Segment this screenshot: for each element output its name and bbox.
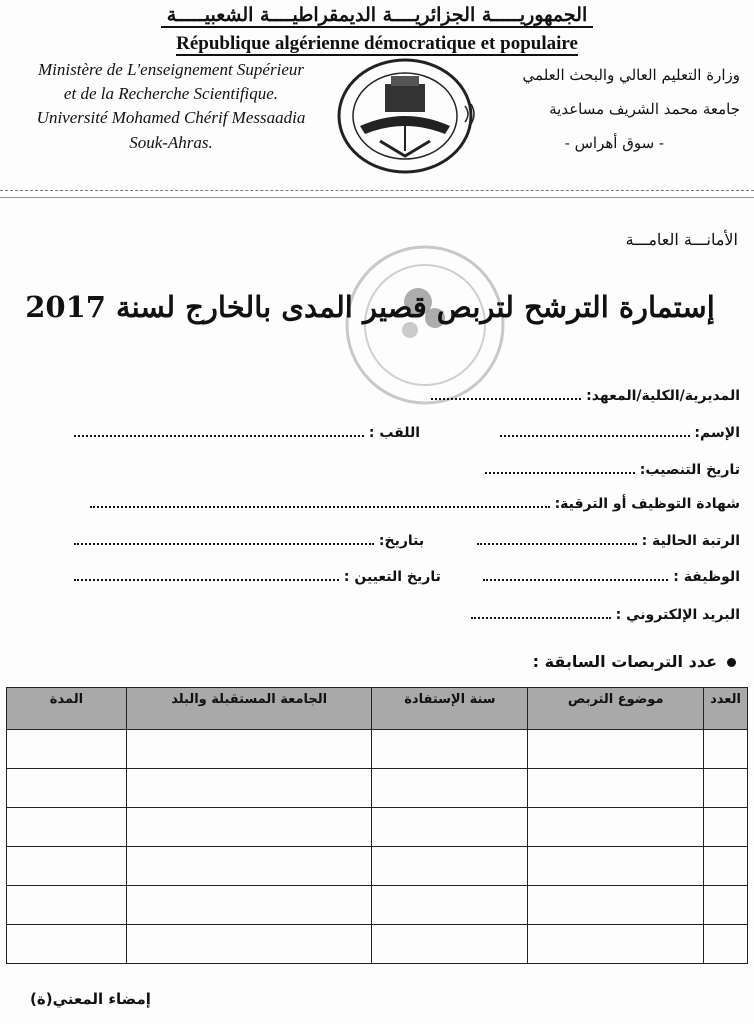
university-logo-icon	[335, 56, 485, 176]
table-row	[7, 886, 748, 925]
table-cell[interactable]	[372, 769, 528, 808]
ministry-fr-line-2: et de la Recherche Scientifique.	[63, 84, 279, 103]
appointment-date-field	[485, 460, 740, 478]
general-secretariat-label: الأمانـــة العامـــة	[625, 230, 738, 249]
current-rank-field	[477, 531, 740, 549]
current-rank-input-line[interactable]	[477, 531, 637, 545]
table-cell[interactable]	[372, 847, 528, 886]
table-cell[interactable]	[126, 808, 372, 847]
certificate-input-line[interactable]	[90, 494, 550, 508]
table-cell[interactable]	[372, 808, 528, 847]
table-row	[7, 730, 748, 769]
table-cell[interactable]	[372, 730, 528, 769]
ministry-fr-line-4: Souk-Ahras.	[129, 133, 213, 152]
column-header-topic: موضوع التربص	[528, 688, 704, 730]
signature-label: إمضاء المعني(ة)	[30, 990, 151, 1008]
column-header-duration: المدة	[7, 688, 127, 730]
function-label: الوظيفة :	[673, 569, 740, 585]
email-field	[471, 605, 740, 623]
table-cell[interactable]	[704, 847, 748, 886]
table-cell[interactable]	[704, 925, 748, 964]
name-field	[500, 423, 740, 441]
table-cell[interactable]	[7, 769, 127, 808]
table-cell[interactable]	[372, 925, 528, 964]
previous-internships-heading	[533, 652, 736, 671]
table-cell[interactable]	[126, 925, 372, 964]
bullet-icon	[727, 658, 736, 667]
certificate-field	[90, 494, 740, 512]
republic-title-arabic-text: الجمهوريـــــة الجزائريــــة الديمقراطيــــة الشعبيـــــة	[161, 4, 594, 28]
table-cell[interactable]	[7, 808, 127, 847]
table-cell[interactable]	[528, 730, 704, 769]
nomination-date-input-line[interactable]	[74, 567, 339, 581]
email-label: البريد الإلكتروني :	[615, 607, 740, 623]
table-cell[interactable]	[704, 808, 748, 847]
table-cell[interactable]	[126, 886, 372, 925]
table-cell[interactable]	[7, 730, 127, 769]
header-divider	[0, 197, 754, 198]
table-cell[interactable]	[372, 886, 528, 925]
rank-date-input-line[interactable]	[74, 531, 374, 545]
previous-internships-table	[6, 687, 748, 964]
ministry-fr-line-1: Ministère de L'enseignement Supérieur	[38, 60, 304, 79]
function-input-line[interactable]	[483, 567, 668, 581]
table-cell[interactable]	[704, 730, 748, 769]
table-cell[interactable]	[528, 925, 704, 964]
name-label: الإسم:	[694, 425, 740, 441]
table-cell[interactable]	[704, 769, 748, 808]
column-header-year: سنة الإستفادة	[372, 688, 528, 730]
table-header-row	[7, 688, 748, 730]
function-field	[483, 567, 740, 585]
table-cell[interactable]	[7, 847, 127, 886]
table-cell[interactable]	[126, 847, 372, 886]
email-input-line[interactable]	[471, 605, 611, 619]
rank-date-label: بتاريخ:	[378, 533, 425, 549]
certificate-label: شهادة التوظيف أو الترقية:	[554, 496, 740, 512]
republic-title-arabic	[0, 4, 754, 26]
column-header-number: العدد	[704, 688, 748, 730]
republic-title-french	[0, 33, 754, 55]
table-cell[interactable]	[126, 730, 372, 769]
nomination-date-field	[74, 567, 441, 585]
table-cell[interactable]	[528, 808, 704, 847]
header-divider-dashed	[0, 190, 754, 191]
table-cell[interactable]	[528, 886, 704, 925]
table-cell[interactable]	[528, 769, 704, 808]
appointment-date-input-line[interactable]	[485, 460, 635, 474]
ministry-ar-line-2: جامعة محمد الشريف مساعدية	[549, 100, 740, 118]
column-header-host-university: الجامعة المستقبلة والبلد	[126, 688, 372, 730]
rank-date-field	[74, 531, 424, 549]
current-rank-label: الرتبة الحالية :	[641, 533, 740, 549]
table-row	[7, 769, 748, 808]
table-cell[interactable]	[528, 847, 704, 886]
nomination-date-label: تاريخ التعيين :	[343, 569, 441, 585]
table-cell[interactable]	[7, 925, 127, 964]
ministry-ar-line-3: - سوق أهراس -	[564, 134, 664, 152]
table-row	[7, 808, 748, 847]
name-input-line[interactable]	[500, 423, 690, 437]
table-row	[7, 847, 748, 886]
surname-field	[74, 423, 420, 441]
directorate-label: المديرية/الكلية/المعهد:	[586, 388, 740, 404]
table-cell[interactable]	[7, 886, 127, 925]
table-row	[7, 925, 748, 964]
table-cell[interactable]	[126, 769, 372, 808]
official-stamp-icon	[340, 240, 510, 410]
appointment-date-label: تاريخ التنصيب:	[639, 462, 740, 478]
table-cell[interactable]	[704, 886, 748, 925]
form-title: إستمارة الترشح لتربص قصير المدى بالخارج لسنة 2017	[25, 290, 715, 324]
ministry-ar-line-1: وزارة التعليم العالي والبحث العلمي	[522, 66, 740, 84]
surname-input-line[interactable]	[74, 423, 364, 437]
directorate-field	[431, 386, 740, 404]
ministry-fr-line-3: Université Mohamed Chérif Messaadia	[36, 108, 306, 127]
previous-internships-heading-text: عدد التربصات السابقة :	[532, 652, 717, 671]
surname-label: اللقب :	[368, 425, 421, 441]
republic-title-french-text: République algérienne démocratique et populaire	[176, 33, 578, 54]
directorate-input-line[interactable]	[431, 386, 581, 400]
